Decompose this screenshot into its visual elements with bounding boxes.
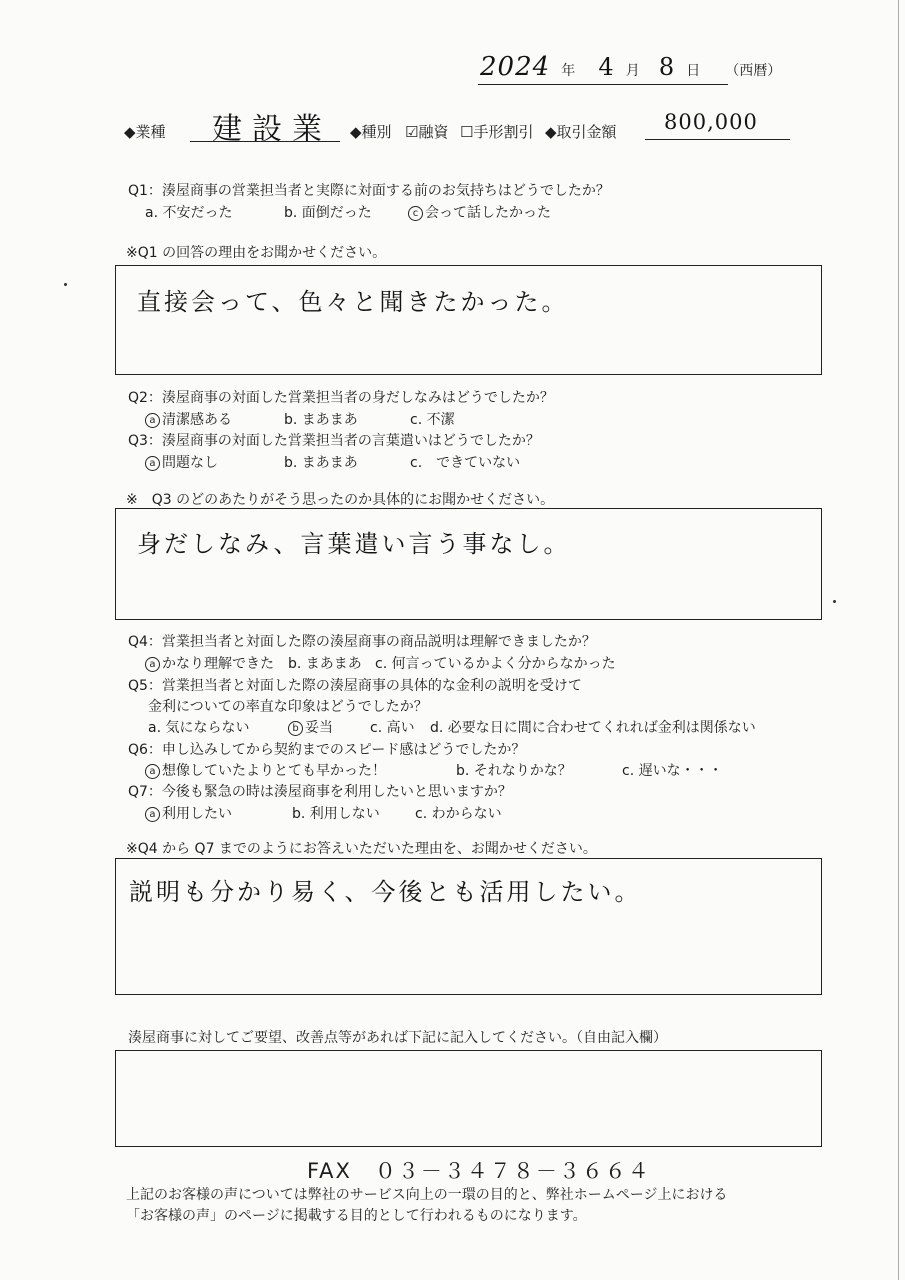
selected-circle: a — [145, 807, 160, 822]
amount-label: ◆取引金額 — [545, 123, 617, 141]
date-year-label: 年 — [561, 63, 576, 79]
q3-option-b: b. まあまあ — [284, 455, 358, 471]
free-comment-box — [115, 1050, 822, 1147]
q5-option-d: d. 必要な日に間に合わせてくれれば金利は関係ない — [430, 720, 756, 736]
footer-note-line1: 上記のお客様の声については弊社のサービス向上の一環の目的と、弊社ホームページ上における — [126, 1187, 728, 1203]
q5-option-c: c. 高い — [370, 720, 415, 736]
selected-circle: b — [288, 721, 303, 736]
q1-option-a: a. 不安だった — [145, 205, 233, 221]
selected-circle: a — [145, 456, 160, 471]
q1-option-c: c 会って話したかった — [408, 202, 551, 222]
industry-underline — [190, 141, 340, 142]
q7-option-b: b. 利用しない — [292, 806, 380, 822]
q3-option-a: a 問題なし — [145, 452, 218, 472]
q3-option-c: c. できていない — [410, 455, 521, 471]
scan-speck — [833, 600, 836, 603]
type-label: ◆種別 — [350, 123, 392, 141]
selected-circle: c — [408, 206, 423, 221]
q1-question: Q1：湊屋商事の営業担当者と実際に対面する前のお気持ちはどうでしたか？ — [128, 183, 610, 199]
q7-question: Q7：今後も緊急の時は湊屋商事を利用したいと思いますか？ — [128, 784, 512, 800]
q7-option-a: a 利用したい — [145, 803, 232, 823]
q6-question: Q6：申し込みしてから契約までのスピード感はどうでしたか？ — [128, 742, 526, 758]
fax-number: FAX ０３－３４７８－３６６４ — [307, 1159, 651, 1183]
date-month-label: 月 — [625, 63, 640, 79]
scan-edge — [898, 0, 899, 1280]
q6-option-a: a 想像していたよりとても早かった！ — [145, 760, 386, 780]
q6-option-c: c. 遅いな・・・ — [622, 763, 723, 779]
amount-value: 800,000 — [664, 110, 758, 134]
industry-value: 建設業 — [212, 112, 332, 147]
q4-option-b: b. まあまあ — [288, 656, 362, 672]
q5-option-b: b 妥当 — [288, 717, 333, 737]
q3-question: Q3：湊屋商事の対面した営業担当者の言葉遣いはどうでしたか？ — [128, 433, 540, 449]
q4-question: Q4：営業担当者と対面した際の湊屋商事の商品説明は理解できましたか？ — [128, 634, 596, 650]
q4-7-reason-prompt: ※Q4 から Q7 までのようにお答えいただいた理由を、お聞かせください。 — [126, 841, 597, 857]
amount-underline — [645, 139, 790, 140]
free-comment-prompt: 湊屋商事に対してご要望、改善点等があれば下記に記入してください。（自由記入欄） — [128, 1030, 667, 1046]
selected-circle: a — [145, 657, 160, 672]
q1-reason-answer: 直接会って、色々と聞きたかった。 — [137, 288, 569, 316]
type-option-bill: ☐手形割引 — [460, 123, 534, 141]
q5-option-a: a. 気にならない — [148, 720, 250, 736]
industry-label: ◆業種 — [124, 123, 166, 141]
q5-question-line2: 金利についての率直な印象はどうでしたか？ — [148, 699, 428, 715]
q3-reason-answer: 身だしなみ、言葉遣い言う事なし。 — [137, 530, 571, 558]
selected-circle: a — [145, 413, 160, 428]
q2-option-c: c. 不潔 — [410, 412, 455, 428]
q4-option-c: c. 何言っているかよく分からなかった — [375, 656, 616, 672]
q2-question: Q2：湊屋商事の対面した営業担当者の身だしなみはどうでしたか？ — [128, 390, 554, 406]
q4-option-a: a かなり理解できた — [145, 653, 274, 673]
date-underline — [478, 84, 728, 85]
q4-7-reason-answer: 説明も分かり易く、今後とも活用したい。 — [129, 878, 642, 906]
date-day: 8 — [658, 53, 678, 81]
q7-option-c: c. わからない — [415, 806, 502, 822]
date-year: 2024 — [480, 52, 551, 82]
q1-reason-prompt: ※Q1 の回答の理由をお聞かせください。 — [126, 245, 387, 261]
date-month: 4 — [598, 53, 617, 81]
q3-reason-prompt: ※ Q3 のどのあたりがそう思ったのか具体的にお聞かせください。 — [126, 492, 555, 508]
date-day-label: 日 — [686, 63, 701, 79]
footer-note-line2: 「お客様の声」のページに掲載する目的として行われるものになります。 — [126, 1208, 587, 1224]
q2-option-b: b. まあまあ — [284, 412, 358, 428]
type-option-loan: ☑融資 — [405, 123, 449, 141]
q1-option-b: b. 面倒だった — [284, 205, 372, 221]
q6-option-b: b. それなりかな？ — [456, 763, 572, 779]
selected-circle: a — [145, 764, 160, 779]
date-era: （西暦） — [725, 63, 782, 79]
scan-speck — [64, 283, 67, 286]
q2-option-a: a 清潔感ある — [145, 409, 232, 429]
q5-question-line1: Q5：営業担当者と対面した際の湊屋商事の具体的な金利の説明を受けて — [128, 678, 582, 694]
date-line — [480, 52, 781, 82]
